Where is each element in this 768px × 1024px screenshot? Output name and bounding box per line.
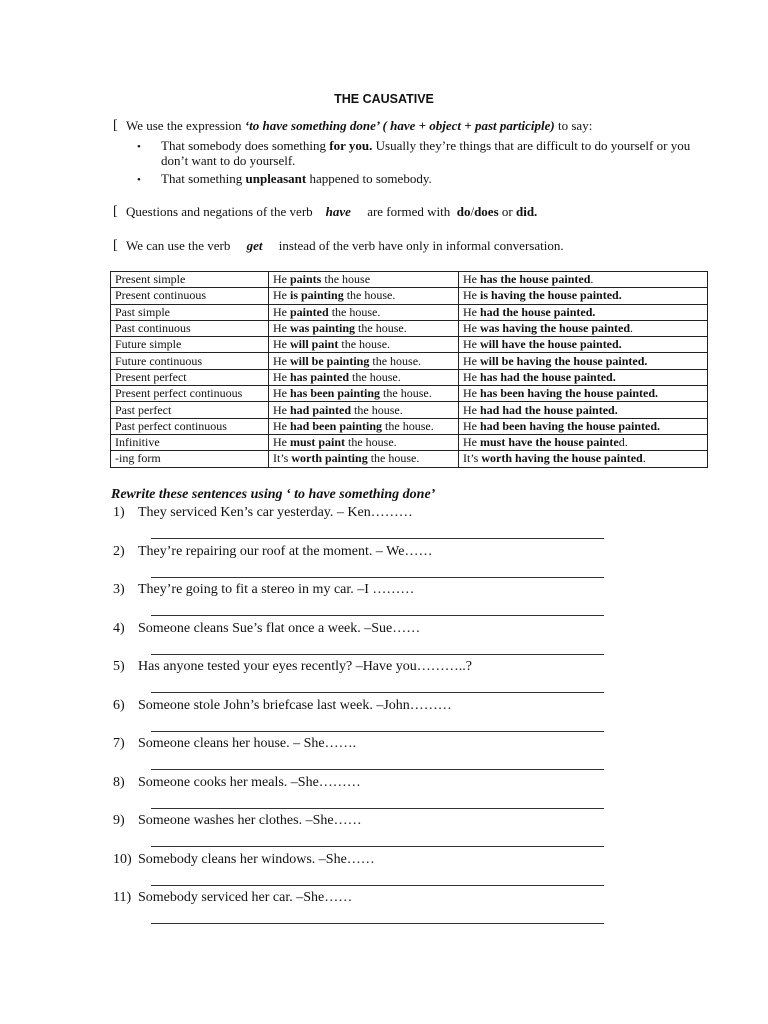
answer-line[interactable] bbox=[151, 731, 604, 732]
example-verb: had had the house painted. bbox=[480, 402, 618, 417]
exercise-number: 10) bbox=[113, 851, 132, 867]
example-text: the house. bbox=[380, 386, 432, 401]
exercise-sentence: Someone cleans her house. – She……. bbox=[138, 736, 357, 751]
exercise-instruction: Rewrite these sentences using ‘ to have something done’ bbox=[111, 487, 436, 502]
example-text: the house bbox=[321, 272, 371, 287]
rule-text: or bbox=[498, 204, 516, 219]
active-example bbox=[269, 369, 459, 385]
tense-name: Present continuous bbox=[111, 288, 269, 304]
answer-line[interactable] bbox=[151, 538, 604, 539]
tense-name: Present simple bbox=[111, 272, 269, 288]
exercise-item bbox=[113, 775, 361, 791]
example-text: He bbox=[273, 386, 290, 401]
page-title: THE CAUSATIVE bbox=[334, 92, 434, 106]
example-verb: must have the house painte bbox=[480, 435, 619, 450]
rule-text: are formed with bbox=[350, 204, 457, 219]
answer-line[interactable] bbox=[151, 615, 604, 616]
example-text: d. bbox=[618, 435, 628, 450]
example-verb: was having the house painted bbox=[480, 321, 631, 336]
exercise-number: 2) bbox=[113, 543, 125, 559]
exercise-item bbox=[113, 621, 420, 637]
active-example bbox=[269, 337, 459, 353]
active-example bbox=[269, 272, 459, 288]
active-example bbox=[269, 288, 459, 304]
rule-text: to say: bbox=[554, 118, 593, 133]
bracket-marker: [ bbox=[113, 118, 118, 133]
answer-line[interactable] bbox=[151, 654, 604, 655]
example-text: the house. bbox=[369, 353, 422, 368]
example-text: He bbox=[463, 337, 480, 352]
active-example bbox=[269, 386, 459, 402]
example-verb: will be having the house painted. bbox=[480, 353, 648, 368]
active-example bbox=[269, 353, 459, 369]
example-verb: has been having the house painted. bbox=[480, 386, 659, 401]
table-row bbox=[111, 337, 708, 353]
exercise-number: 11) bbox=[113, 890, 132, 905]
bullet-text: That something bbox=[161, 171, 246, 186]
example-text: He bbox=[273, 337, 290, 352]
rule-text: Questions and negations of the verb bbox=[126, 204, 326, 219]
table-row bbox=[111, 451, 708, 467]
bracket-marker: [ bbox=[113, 204, 118, 219]
active-example bbox=[269, 402, 459, 418]
example-verb: had been having the house painted. bbox=[480, 418, 661, 433]
example-text: It’s bbox=[463, 451, 482, 466]
table-row bbox=[111, 418, 708, 434]
causative-example bbox=[459, 288, 708, 304]
table-row bbox=[111, 320, 708, 336]
example-text: He bbox=[273, 369, 290, 384]
exercise-sentence: They’re repairing our roof at the moment. – We…… bbox=[138, 543, 433, 559]
table-row bbox=[111, 402, 708, 418]
exercise-number: 1) bbox=[113, 505, 125, 520]
example-verb: had painted bbox=[290, 402, 352, 417]
exercise-item bbox=[113, 890, 352, 906]
table-row bbox=[111, 434, 708, 450]
rule-emphasis: get bbox=[246, 238, 263, 253]
rule-bold: does bbox=[474, 204, 499, 219]
example-verb: is having the house painted. bbox=[480, 288, 622, 303]
example-text: He bbox=[273, 353, 290, 368]
causative-example bbox=[459, 337, 708, 353]
exercise-item bbox=[113, 813, 362, 829]
bullet-text: don’t want to do yourself. bbox=[161, 153, 296, 168]
example-text: He bbox=[463, 435, 480, 450]
tense-name: Past perfect bbox=[111, 402, 269, 418]
tense-name: Infinitive bbox=[111, 434, 269, 450]
table-row bbox=[111, 353, 708, 369]
example-text: . bbox=[642, 451, 646, 466]
example-verb: painted bbox=[290, 304, 329, 319]
answer-line[interactable] bbox=[151, 769, 604, 770]
exercise-number: 9) bbox=[113, 813, 125, 828]
causative-example bbox=[459, 402, 708, 418]
causative-example bbox=[459, 434, 708, 450]
example-text: He bbox=[463, 288, 480, 303]
active-example bbox=[269, 418, 459, 434]
rule-bold: do bbox=[456, 204, 471, 219]
table-row bbox=[111, 272, 708, 288]
answer-line[interactable] bbox=[151, 808, 604, 809]
active-example bbox=[269, 434, 459, 450]
tense-name: Past continuous bbox=[111, 320, 269, 336]
example-verb: was painting bbox=[290, 321, 356, 336]
exercise-sentence: Someone washes her clothes. –She…… bbox=[138, 813, 362, 828]
answer-line[interactable] bbox=[151, 923, 604, 924]
example-verb: will have the house painted. bbox=[480, 337, 622, 352]
tense-name: Future simple bbox=[111, 337, 269, 353]
bullet-text: happened to somebody. bbox=[306, 171, 432, 186]
answer-line[interactable] bbox=[151, 885, 604, 886]
answer-line[interactable] bbox=[151, 692, 604, 693]
exercise-number: 6) bbox=[113, 697, 125, 713]
exercise-number: 8) bbox=[113, 774, 125, 790]
exercise-number: 5) bbox=[113, 659, 125, 674]
example-verb: has the house painted bbox=[480, 272, 591, 287]
example-text: the house. bbox=[349, 369, 401, 384]
exercise-sentence: Somebody serviced her car. –She…… bbox=[138, 890, 353, 905]
causative-example bbox=[459, 304, 708, 320]
example-verb: will be painting bbox=[290, 353, 370, 368]
example-verb: had been painting bbox=[290, 418, 383, 433]
example-verb: will paint bbox=[290, 337, 339, 352]
answer-line[interactable] bbox=[151, 846, 604, 847]
causative-example bbox=[459, 418, 708, 434]
table-row bbox=[111, 304, 708, 320]
answer-line[interactable] bbox=[151, 577, 604, 578]
exercise-item bbox=[113, 582, 414, 598]
exercise-sentence: They serviced Ken’s car yesterday. – Ken……… bbox=[138, 505, 413, 520]
tense-name: Future continuous bbox=[111, 353, 269, 369]
table-row bbox=[111, 386, 708, 402]
example-text: the house. bbox=[345, 435, 397, 450]
example-text: the house. bbox=[351, 402, 403, 417]
rule-text: We can use the verb bbox=[126, 238, 247, 253]
example-text: He bbox=[273, 272, 290, 287]
example-verb: has been painting bbox=[290, 386, 381, 401]
rule-bold: did. bbox=[515, 204, 538, 219]
bullet-icon: • bbox=[137, 174, 141, 186]
rule-text: / bbox=[470, 204, 475, 219]
exercise-item bbox=[113, 544, 432, 560]
tense-name: Present perfect bbox=[111, 369, 269, 385]
rule-text: instead of the verb have only in informal conversation. bbox=[262, 238, 564, 253]
active-example bbox=[269, 320, 459, 336]
example-text: He bbox=[463, 386, 480, 401]
exercise-item bbox=[113, 698, 452, 714]
example-text: . bbox=[590, 272, 594, 287]
example-text: the house. bbox=[382, 418, 434, 433]
exercise-number: 7) bbox=[113, 736, 125, 751]
exercise-number: 3) bbox=[113, 582, 125, 597]
example-text: He bbox=[463, 402, 480, 417]
tense-name: Past perfect continuous bbox=[111, 418, 269, 434]
bullet-icon: • bbox=[137, 141, 141, 153]
example-text: He bbox=[273, 321, 290, 336]
bullet-item bbox=[161, 138, 690, 168]
example-verb: is painting bbox=[290, 288, 344, 303]
example-verb: must paint bbox=[290, 435, 346, 450]
exercise-item bbox=[113, 852, 375, 868]
example-text: He bbox=[463, 418, 480, 433]
active-example bbox=[269, 451, 459, 467]
causative-example bbox=[459, 353, 708, 369]
causative-example bbox=[459, 451, 708, 467]
example-text: the house. bbox=[343, 288, 396, 303]
exercise-sentence: Has anyone tested your eyes recently? –Have you………..? bbox=[138, 659, 472, 674]
rule-text: We use the expression bbox=[126, 118, 245, 133]
example-text: He bbox=[273, 435, 290, 450]
example-text: the house. bbox=[338, 337, 391, 352]
example-text: . bbox=[630, 321, 634, 336]
bracket-marker: [ bbox=[113, 238, 118, 253]
causative-example bbox=[459, 369, 708, 385]
active-example bbox=[269, 304, 459, 320]
bullet-text: Usually they’re things that are difficult to do yourself or you bbox=[372, 138, 691, 153]
bullet-bold: unpleasant bbox=[245, 171, 307, 186]
tense-name: Past simple bbox=[111, 304, 269, 320]
example-verb: has had the house painted. bbox=[480, 369, 616, 384]
example-text: the house. bbox=[355, 321, 407, 336]
causative-table bbox=[110, 271, 708, 468]
bullet-text: That somebody does something bbox=[161, 138, 330, 153]
example-text: He bbox=[463, 321, 480, 336]
exercise-sentence: Someone stole John’s briefcase last week. –John……… bbox=[138, 697, 452, 713]
example-verb: worth painting bbox=[291, 451, 368, 466]
example-text: He bbox=[463, 304, 480, 319]
exercise-item bbox=[113, 659, 472, 675]
example-text: It’s bbox=[273, 451, 292, 466]
example-text: the house. bbox=[328, 304, 381, 319]
example-text: the house. bbox=[367, 451, 420, 466]
table-row bbox=[111, 369, 708, 385]
example-text: He bbox=[463, 369, 480, 384]
tense-name: Present perfect continuous bbox=[111, 386, 269, 402]
example-verb: paints bbox=[290, 272, 322, 287]
bullet-item bbox=[161, 171, 432, 186]
tense-name: -ing form bbox=[111, 451, 269, 467]
causative-example bbox=[459, 386, 708, 402]
example-text: He bbox=[463, 272, 480, 287]
exercise-sentence: Someone cleans Sue’s flat once a week. –Sue…… bbox=[138, 620, 421, 636]
causative-example bbox=[459, 272, 708, 288]
exercise-number: 4) bbox=[113, 620, 125, 636]
exercise-sentence: Somebody cleans her windows. –She…… bbox=[138, 851, 375, 867]
example-text: He bbox=[463, 353, 480, 368]
example-text: He bbox=[273, 288, 290, 303]
exercise-sentence: They’re going to fit a stereo in my car. –I ……… bbox=[138, 582, 415, 597]
example-text: He bbox=[273, 402, 290, 417]
rule-emphasis: ‘to have something done’ ( have + object + past participle) bbox=[244, 118, 555, 133]
exercise-item bbox=[113, 736, 356, 752]
table-row bbox=[111, 288, 708, 304]
example-verb: worth having the house painted bbox=[481, 451, 643, 466]
bullet-bold: for you. bbox=[329, 138, 373, 153]
causative-example bbox=[459, 320, 708, 336]
example-verb: had the house painted. bbox=[480, 304, 596, 319]
example-text: He bbox=[273, 418, 290, 433]
rule-emphasis: have bbox=[325, 204, 351, 219]
example-verb: has painted bbox=[290, 369, 350, 384]
exercise-sentence: Someone cooks her meals. –She……… bbox=[138, 774, 361, 790]
exercise-item bbox=[113, 505, 413, 521]
example-text: He bbox=[273, 304, 290, 319]
